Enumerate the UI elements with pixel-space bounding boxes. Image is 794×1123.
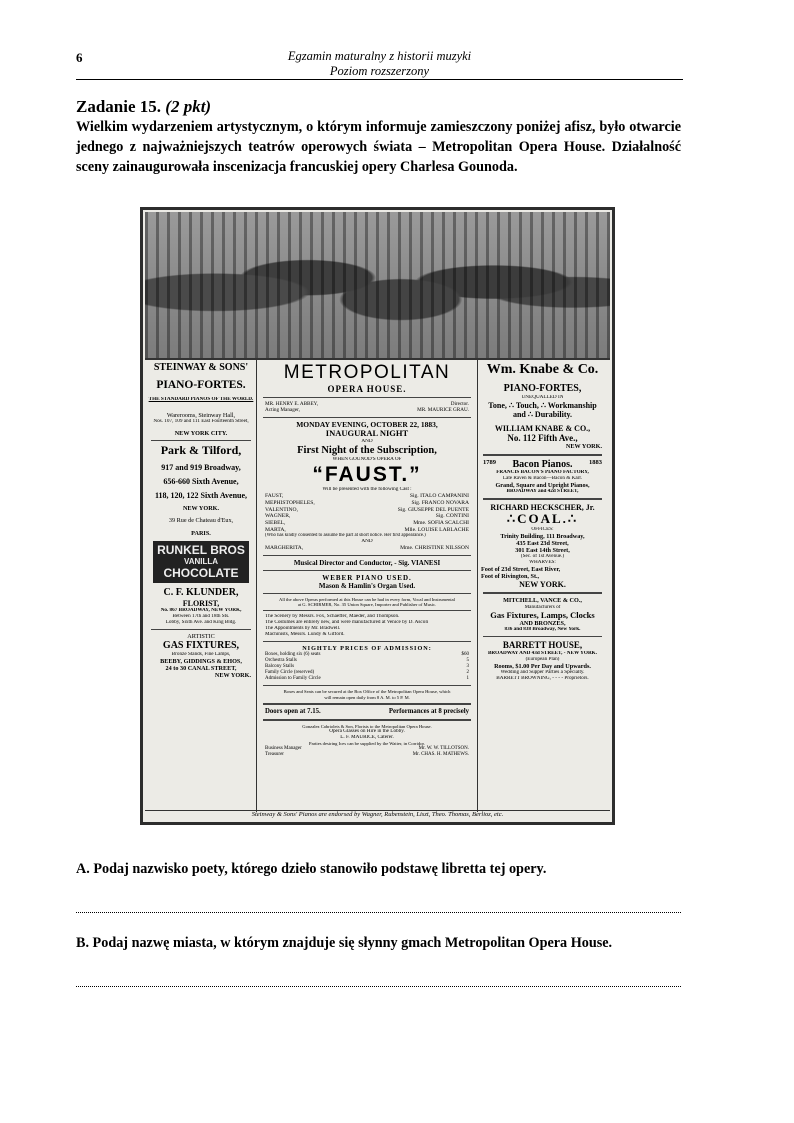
price-value: $60 [461, 652, 469, 658]
poster-text: (Sec. of 1st Avenue.) [520, 554, 565, 560]
poster-text: 917 and 919 Broadway, [161, 462, 241, 472]
poster-text: BEEBY, GIDDINGS & EHOS, [160, 657, 242, 665]
poster-text: Machinists, Messrs. Lundy & Gifford. [265, 632, 345, 638]
question-a: A. Podaj nazwisko poety, którego dzieło stanowiło podstawę libretta tej opery. [76, 861, 547, 877]
cast-row [259, 527, 475, 534]
cast-role: VALENTINO, [265, 506, 298, 513]
poster-text: Business Manager [265, 746, 302, 752]
poster-text: No. 867 BROADWAY, NEW YORK, [160, 608, 242, 614]
cast-singer: Sig. ITALO CAMPANINI [409, 493, 469, 500]
cast-row [259, 513, 475, 520]
chocolate-ad [153, 541, 249, 584]
poster-text: No. 112 Fifth Ave., [507, 433, 578, 444]
poster-text: OFFICES: [531, 526, 554, 532]
poster-text: Bacon Pianos. [512, 458, 573, 470]
cast-singer: Sig. GIUSEPPE DEL PUENTE [397, 506, 469, 513]
poster-text: Bronze Stands, Fine Lamps, [171, 651, 231, 657]
poster-text: AND [361, 439, 373, 445]
price-label: Boxes, holding six (6) seats [265, 652, 321, 658]
poster-text: MR. HENRY E. ABBEY, [265, 401, 319, 408]
poster-text: Tone, ∴ Touch, ∴ Workmanship [488, 400, 597, 410]
divider [263, 593, 471, 594]
poster-footer: Steinway & Sons' Pianos are endorsed by Wagner, Rubenstein, Liszt, Theo. Thomas, Berlioz, etc. [145, 810, 610, 821]
poster-text: The Appointments by Mr. Bradwell. [265, 626, 341, 632]
cast-role: MARTA, [265, 526, 286, 533]
poster-text: MONDAY EVENING, OCTOBER 22, 1883, [296, 420, 438, 429]
poster-text: The Scenery by Messrs. Fox, Schaeffer, Maeder, and Thompson. [265, 614, 400, 620]
poster-text: Trinity Building, 111 Broadway, [500, 532, 585, 540]
cast-row [259, 493, 475, 500]
poster-text: CHOCOLATE [163, 566, 239, 580]
poster-text: RUNKEL BROS [157, 543, 245, 557]
poster-text: STEINWAY & SONS' [153, 362, 249, 373]
price-label: Admission to Family Circle [265, 676, 321, 682]
price-label: Orchestra Stalls [265, 658, 297, 664]
cast-singer: Mlle. LOUISE LABLACHE [404, 526, 469, 533]
poster-text: Mason & Hamlin's Organ Used. [318, 581, 416, 590]
poster-text: at G. SCHIRMER, No. 35 Union Square, Importer and Publisher of Music. [297, 601, 437, 607]
poster-text: Warerooms, Steinway Hall, [166, 411, 236, 419]
poster-text: L. F. MAURICE, Caterer. [340, 735, 394, 741]
poster-text: NEW YORK. [214, 671, 251, 679]
answer-line-a[interactable] [76, 902, 681, 913]
poster-text: NEW YORK. [519, 580, 566, 590]
cast-singer: Mme. SOFIA SCALCHI [413, 519, 469, 526]
poster-text: Parties desiring Ices can be supplied by the Waiter, in Corridor. [309, 741, 425, 747]
poster-text: WHEN GOUNOD'S OPERA OF [332, 457, 402, 463]
poster-text: PARIS. [191, 529, 211, 537]
poster-text: Mr. W. W. TILLOTSON. [418, 746, 469, 752]
price-label: Balcony Stalls [265, 664, 295, 670]
price-value: 5 [466, 658, 469, 664]
poster-text: PIANO-FORTES, [503, 383, 582, 395]
page-number: 6 [76, 50, 83, 65]
poster-text: FRANCIS BACON'S PIANO FACTORY, [496, 469, 589, 475]
poster-text: Wedding and Supper Parties a Specialty. [500, 669, 585, 675]
poster-text: 301 East 14th Street, [515, 546, 570, 554]
poster-text: 656-660 Sixth Avenue, [163, 476, 239, 486]
header-rule [76, 79, 683, 80]
poster-text: The Costumes are entirely new, and were manufactured at Venice by D. Ascoli [265, 620, 429, 626]
poster-subtitle: OPERA HOUSE. [327, 383, 407, 394]
poster-text: 836 and 838 Broadway, New York. [504, 627, 581, 633]
cast-role: FAUST, [265, 493, 284, 500]
divider [263, 417, 471, 418]
poster-text: Director. [450, 401, 469, 408]
poster-text: NIGHTLY PRICES OF ADMISSION: [302, 645, 432, 653]
poster-text: NEW YORK. [565, 443, 602, 451]
cast-singer: Sig. CONTINI [435, 513, 469, 520]
poster-text: ∴COAL.∴ [506, 511, 579, 526]
poster-text: MR. MAURICE GRAU. [417, 407, 469, 414]
divider [483, 592, 602, 594]
opera-poster-image [140, 207, 615, 825]
divider [483, 498, 602, 500]
poster-text: VANILLA [183, 557, 219, 567]
poster-text: Late Raven & Bacon—Bacon & Karr. [502, 475, 583, 481]
divider [263, 685, 471, 686]
divider [263, 555, 471, 556]
poster-text: Performances at 8 precisely [388, 707, 469, 715]
poster-text: Grand, Square and Upright Pianos, [495, 481, 590, 489]
poster-text [259, 708, 475, 716]
poster-text: AND BRONZES, [519, 620, 566, 628]
price-value: 1 [466, 676, 469, 682]
poster-opera-title: “FAUST.” [312, 463, 422, 487]
task-points: (2 pkt) [165, 97, 212, 116]
poster-right-column [479, 362, 606, 812]
cast-singer: Mme. CHRISTINE NILSSON [400, 544, 469, 551]
divider [263, 397, 471, 398]
poster-text: Lobby, Sixth Ave. and King Bldg. [165, 620, 237, 626]
answer-line-b[interactable] [76, 976, 681, 987]
poster-text: BARRETT HOUSE, [502, 640, 583, 651]
poster-text: Mr. CHAS. H. MATHEWS. [412, 752, 469, 758]
poster-text: All the above Operas performed at this House can be had in every form, Vocal and Instrumental [279, 596, 455, 602]
poster-text: UNEQUALLED IN [521, 394, 564, 400]
poster-text: NEW YORK. [182, 505, 220, 513]
divider [483, 636, 602, 637]
price-label: Family Circle (reserved) [265, 670, 315, 676]
divider [263, 570, 471, 571]
spacer [147, 403, 255, 412]
price-row [259, 676, 475, 682]
cast-row [259, 520, 475, 527]
poster-text: WHARVES: [529, 560, 556, 566]
poster-text: AND [361, 538, 373, 544]
cast-role: MARGHERITA, [265, 544, 304, 551]
column-divider [477, 360, 478, 812]
poster-text: Gas Fixtures, Lamps, Clocks [490, 610, 595, 620]
poster-text: Nos. 107, 109 and 111 East Fourteenth Street, [153, 418, 249, 424]
page-header-title [76, 49, 683, 79]
divider [483, 454, 602, 456]
poster-frieze-illustration [145, 212, 610, 360]
poster-text: 24 to 30 CANAL STREET, [165, 664, 237, 672]
task-number: Zadanie 15. [76, 97, 162, 116]
poster-text: Opera Glasses on Hire in the Lobby. [329, 729, 405, 735]
cast-row [259, 500, 475, 507]
poster-text: MITCHELL, VANCE & CO., [503, 597, 582, 605]
divider [263, 719, 471, 721]
poster-text: 435 East 23d Street, [516, 539, 569, 547]
cast-singer: Sig. FRANCO NOVARA [411, 499, 469, 506]
poster-text: Rooms, $1.00 Per Day and Upwards. [494, 662, 591, 670]
poster-text: Park & Tilford, [160, 443, 242, 457]
poster-text: THE STANDARD PIANOS OF THE WORLD. [148, 396, 254, 402]
poster-text: GAS FIXTURES, [162, 640, 240, 652]
poster-title: METROPOLITAN [283, 362, 451, 383]
poster-text: Manufacturers of [524, 604, 561, 610]
poster-text: Boxes and Seats can be secured at the Box Office of the Metropolitan Opera House, which [283, 689, 451, 695]
poster-text: INAUGURAL NIGHT [325, 429, 409, 439]
column-divider [256, 360, 257, 812]
poster-text: ARTISTIC [187, 633, 215, 641]
poster-text: Foot of 23d Street, East River, [481, 566, 561, 574]
divider [151, 629, 251, 630]
poster-text: First Night of the Subscription, [297, 445, 437, 457]
task-intro: Wielkim wydarzeniem artystycznym, o którym informuje zamieszczony poniżej afisz, było otwarcie jednego z najważniejszych teatrów operowych świata – Metropolitan Opera House. Działalność sceny zainaugurowała inscenizacja francuskiej opery Charlesa Gounoda. [76, 119, 681, 175]
price-value: 3 [466, 664, 469, 670]
poster-text: Gonzalez Cabriolets & Son, Florists to the Metropolitan Opera House. [302, 723, 432, 729]
price-value: 2 [466, 670, 469, 676]
divider [263, 610, 471, 611]
poster-text: BARRETT BROWNING, - - - - Proprietors. [496, 675, 589, 681]
poster-text [479, 459, 606, 470]
divider [263, 641, 471, 642]
poster-text: Musical Director and Conductor, - Sig. VIANESI [293, 558, 441, 567]
divider [151, 440, 251, 441]
poster-text [259, 752, 475, 758]
poster-text: BROADWAY and 42d STREET, [506, 488, 579, 494]
poster-text: FLORIST, [182, 598, 220, 608]
poster-text: Foot of Rivington, St., [481, 573, 540, 581]
task-title [76, 97, 211, 117]
poster-text: RICHARD HECKSCHER, Jr. [490, 502, 595, 512]
poster-text: 1789 [483, 458, 496, 466]
cast-role: MEPHISTOPHELES, [265, 499, 315, 506]
header-line-2: Poziom rozszerzony [329, 64, 430, 78]
cast-role: SIEBEL, [265, 519, 286, 526]
poster-text: Wm. Knabe & Co. [486, 362, 599, 377]
poster-text: 1883 [588, 458, 602, 466]
poster-text: Will be presented with the following Cast : [322, 487, 412, 493]
poster-text: and ∴ Durability. [512, 409, 573, 419]
poster-paper [143, 210, 612, 822]
poster-text: 118, 120, 122 Sixth Avenue, [154, 491, 248, 501]
poster-text: WEBER PIANO USED. [322, 573, 412, 582]
poster-text: (European Plan) [525, 656, 560, 662]
question-b: B. Podaj nazwę miasta, w którym znajduje się słynny gmach Metropolitan Opera House. [76, 935, 613, 951]
poster-text: Between 17th and 18th Sts. [172, 614, 230, 620]
poster-text: NEW YORK CITY. [174, 429, 228, 437]
divider [263, 703, 471, 705]
poster-left-column [147, 362, 255, 812]
cast-role: WAGNER, [265, 513, 291, 520]
poster-text: (Who has kindly consented to assume the part at short notice. Her first appearance.) [265, 533, 426, 539]
poster-text: WILLIAM KNABE & CO., [494, 423, 591, 433]
poster-center-column [259, 362, 475, 812]
cast-row [259, 545, 475, 552]
poster-text: 39 Rue de Chateau d'Eux, [168, 517, 234, 525]
poster-text: Treasurer [265, 752, 284, 758]
poster-text [259, 407, 475, 413]
poster-text: will remain open daily from 8 A. M. to 5 P. M. [324, 694, 410, 700]
poster-text: PIANO-FORTES. [156, 378, 246, 391]
poster-text: C. F. KLUNDER, [163, 587, 239, 599]
header-line-1: Egzamin maturalny z historii muzyki [287, 49, 472, 63]
poster-text: Doors open at 7.15. [265, 707, 321, 715]
poster-text: BROADWAY AND 43d STREET, - NEW YORK. [487, 650, 598, 656]
poster-text: Acting Manager, [265, 407, 300, 414]
cast-row [259, 507, 475, 514]
